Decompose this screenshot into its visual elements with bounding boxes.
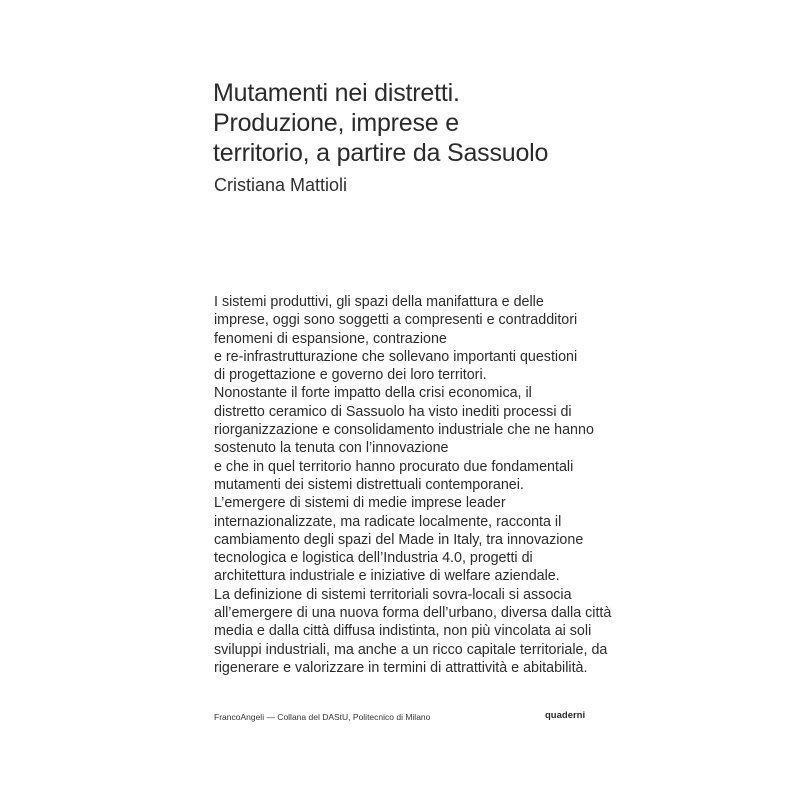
abstract-line: I sistemi produttivi, gli spazi della manifattura e delle xyxy=(214,294,544,310)
abstract-line: mutamenti dei sistemi distrettuali contemporanei. xyxy=(214,476,524,493)
abstract-line: cambiamento degli spazi del Made in Italy, tra innovazione xyxy=(214,531,584,548)
abstract-line: La definizione di sistemi territoriali sovra-locali si associa xyxy=(214,586,572,603)
abstract-line: rigenerare e valorizzare in termini di attrattività e abitabilità. xyxy=(214,659,588,676)
abstract-line: sostenuto la tenuta con l’innovazione xyxy=(214,440,449,457)
title-line-2: Produzione, imprese e xyxy=(213,109,459,137)
title-line-1: Mutamenti nei distretti. xyxy=(213,79,460,107)
abstract-text xyxy=(214,293,774,677)
abstract-line: all’emergere di una nuova forma dell’urbano, diversa dalla città xyxy=(214,605,612,622)
abstract-line: di progettazione e governo dei loro territori. xyxy=(214,367,487,384)
abstract-line: e che in quel territorio hanno procurato due fondamentali xyxy=(214,458,574,475)
abstract-line: media e dalla città diffusa indistinta, non più vincolata ai soli xyxy=(214,623,592,640)
author-name: Cristiana Mattioli xyxy=(214,175,348,195)
publisher-credit: FrancoAngeli — Collana del DAStU, Politecnico di Milano xyxy=(214,712,431,722)
series-name: quaderni xyxy=(545,710,586,721)
abstract-line: e re-infrastrutturazione che sollevano importanti questioni xyxy=(214,348,578,365)
abstract-line: sviluppi industriali, ma anche a un ricco capitale territoriale, da xyxy=(214,641,608,658)
abstract-line: architettura industriale e iniziative di welfare aziendale. xyxy=(214,568,560,585)
abstract-line: fenomeni di espansione, contrazione xyxy=(214,330,447,347)
abstract-line: L’emergere di sistemi di medie imprese leader xyxy=(214,495,506,512)
abstract-line: distretto ceramico di Sassuolo ha visto inediti processi di xyxy=(214,403,572,420)
abstract-line: riorganizzazione e consolidamento industriale che ne hanno xyxy=(214,422,594,439)
abstract-line: internazionalizzate, ma radicate localmente, racconta il xyxy=(214,513,562,530)
abstract-line: imprese, oggi sono soggetti a compresenti e contradditori xyxy=(214,312,578,329)
abstract-line: Nonostante il forte impatto della crisi economica, il xyxy=(214,385,532,402)
abstract-line: tecnologica e logistica dell’Industria 4.0, progetti di xyxy=(214,550,533,567)
book-title xyxy=(213,78,773,168)
title-line-3: territorio, a partire da Sassuolo xyxy=(213,139,549,167)
